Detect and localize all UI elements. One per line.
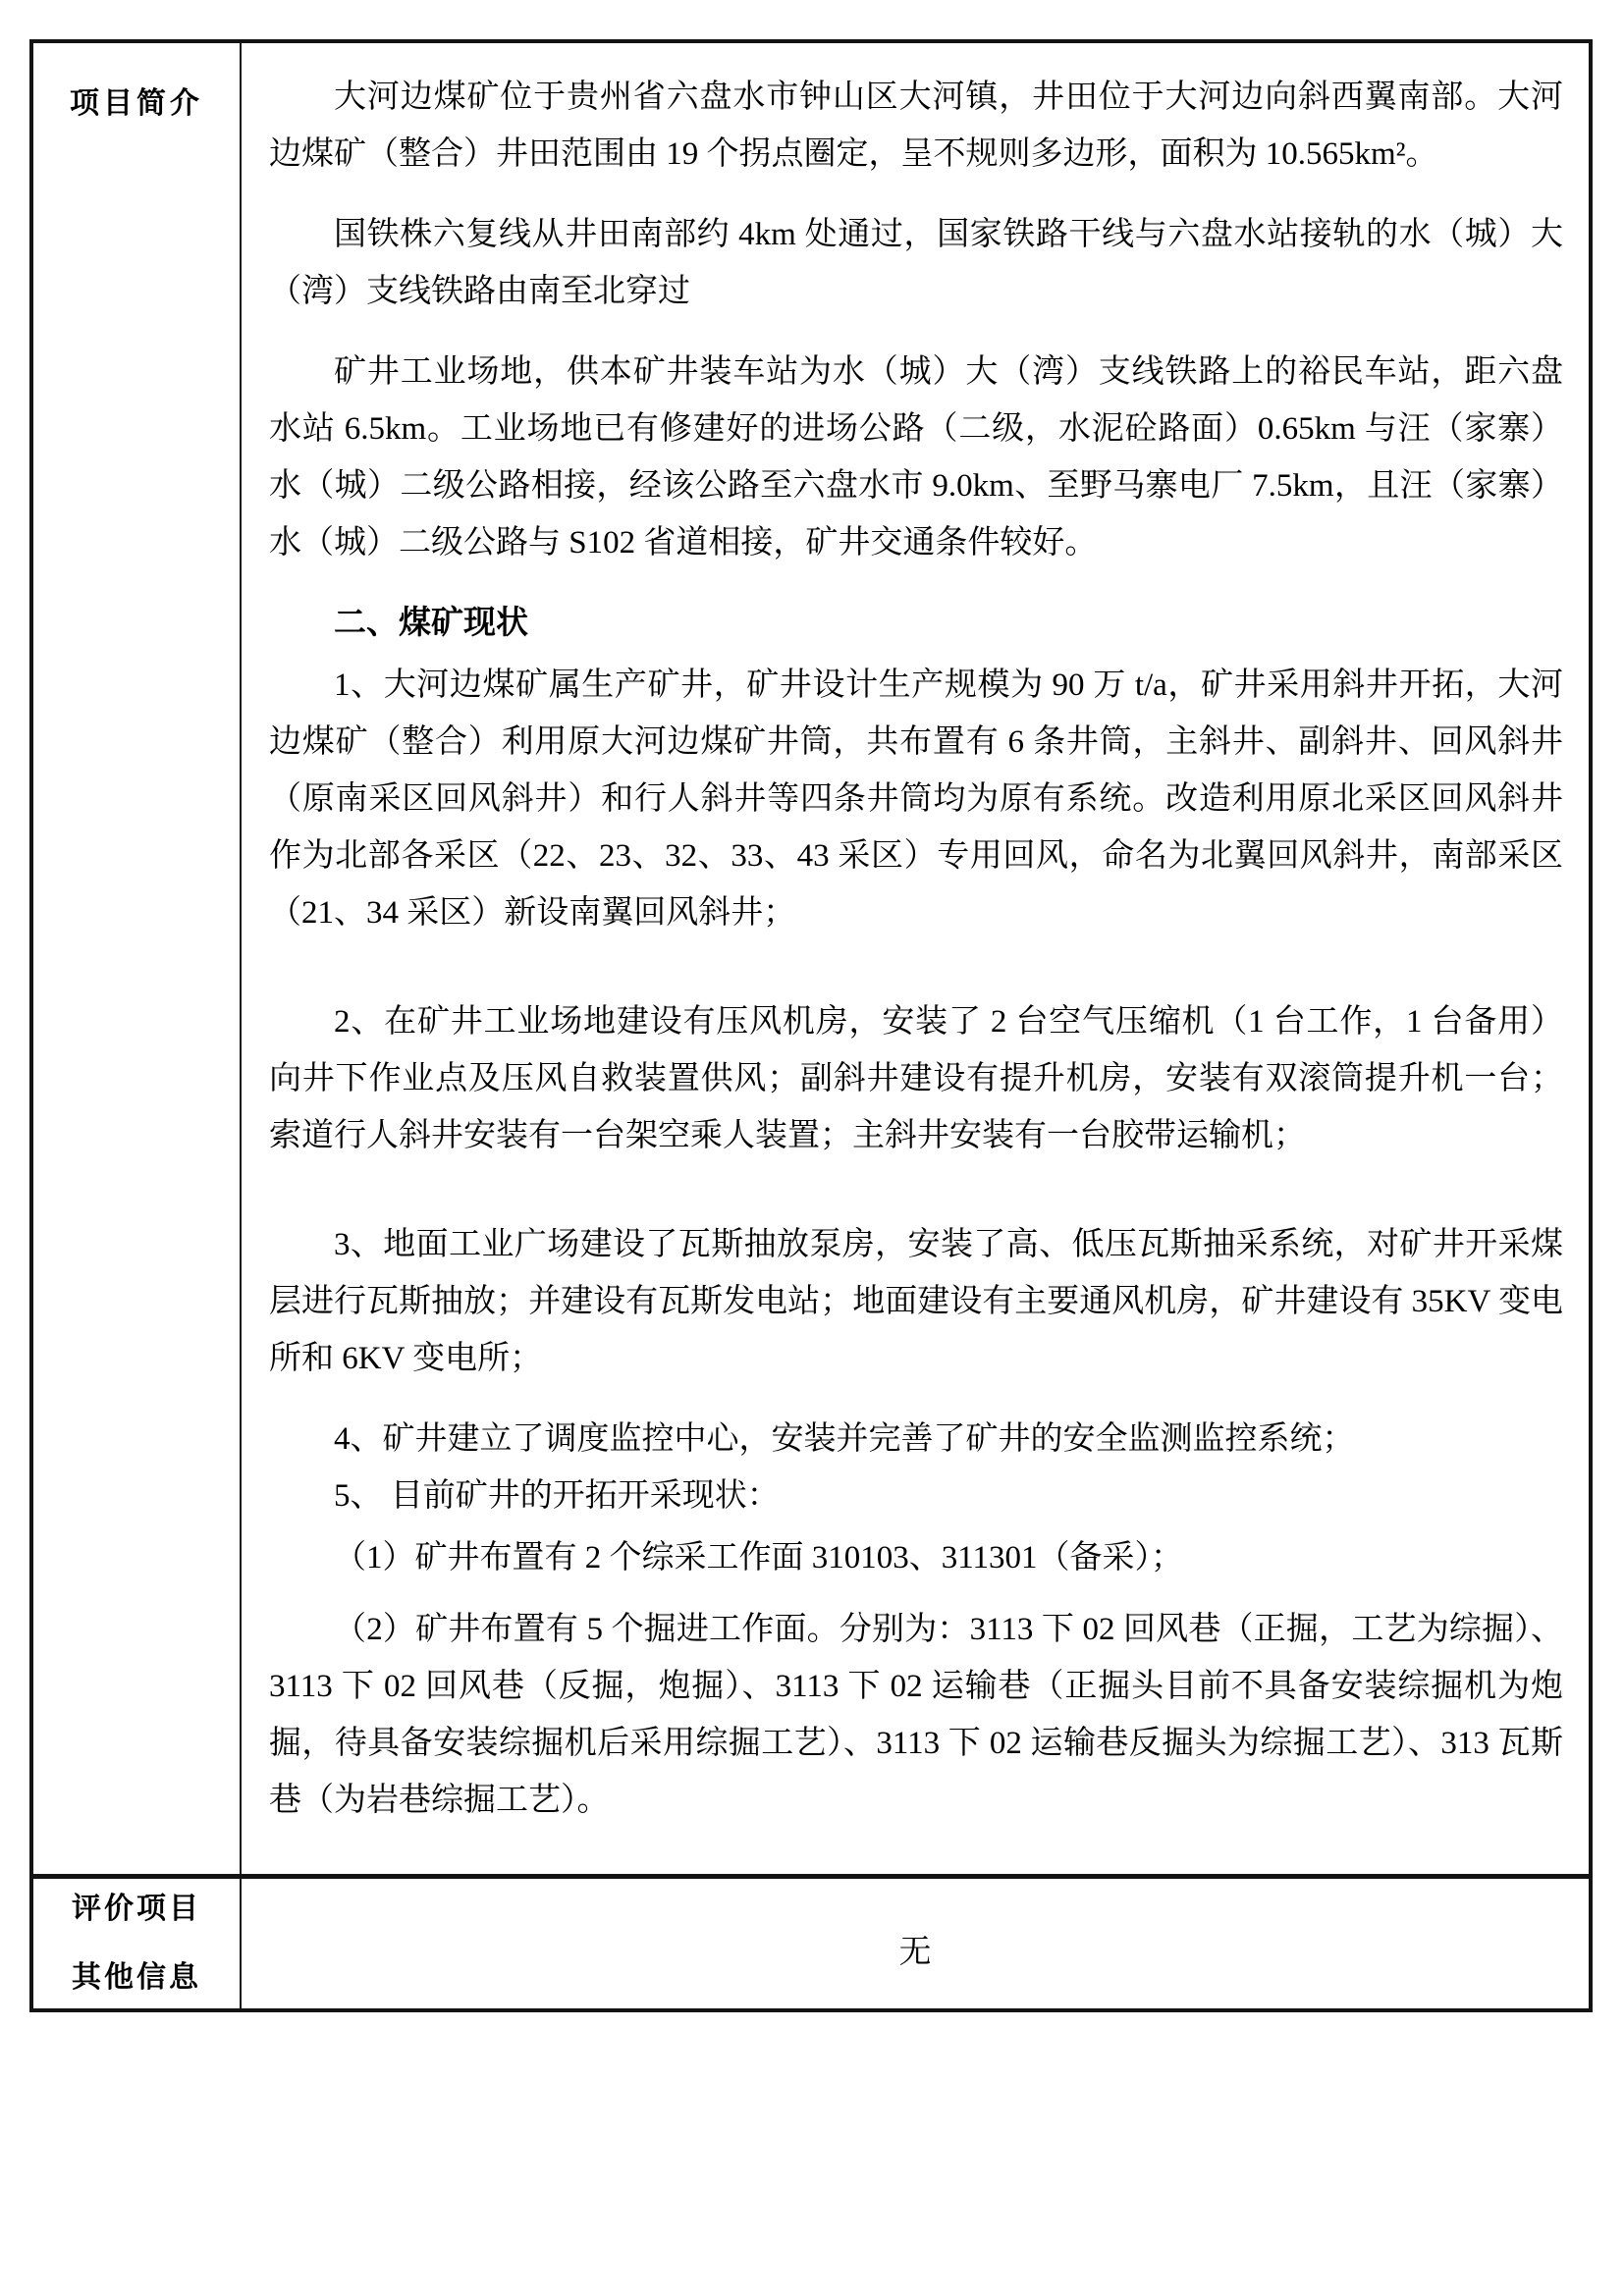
label-line-1: 评价项目 [72,1893,201,1925]
row-label-project-intro: 项目简介 [33,43,242,1874]
project-intro-content [242,43,1589,1874]
paragraph: 矿井工业场地，供本矿井装车站为水（城）大（湾）支线铁路上的裕民车站，距六盘水站 6.5km。工业场地已有修建好的进场公路（二级，水泥砼路面）0.65km 与汪（家寨）水（城）二级公路相接，经该公路至六盘水市 9.0km、至野马寨电厂 7.5km，且汪（家寨）水（城）二级公路与 S102 省道相接，矿井交通条件较好。 [269,354,1563,561]
paragraph: 4、矿井建立了调度监控中心，安装并完善了矿井的安全监测监控系统； [334,1421,1355,1457]
row-label-other-info [33,1879,242,2008]
paragraph: 5、 目前矿井的开拓开采现状： [334,1478,780,1514]
paragraph: 3、地面工业广场建设了瓦斯抽放泵房，安装了高、低压瓦斯抽采系统，对矿井开采煤层进行瓦斯抽放；并建设有瓦斯发电站；地面建设有主要通风机房，矿井建设有 35KV 变电所和 6KV 变电所； [269,1227,1563,1376]
info-table [29,39,1593,2012]
table-row-other-info [33,1879,1589,2008]
paragraph: （2）矿井布置有 5 个掘进工作面。分别为：3113 下 02 回风巷（正掘，工艺为综掘）、3113 下 02 回风巷（反掘，炮掘）、3113 下 02 运输巷（正掘头目前不具备安装综掘机为炮掘，待具备安装综掘机后采用综掘工艺）、3113 下 02 运输巷反掘头为综掘工艺）、313 瓦斯巷（为岩巷综掘工艺）。 [269,1612,1563,1818]
label-line-2: 其他信息 [72,1961,201,1994]
other-info-value: 无 [898,1935,932,1970]
paragraph: 国铁株六复线从井田南部约 4km 处通过，国家铁路干线与六盘水站接轨的水（城）大（湾）支线铁路由南至北穿过 [269,217,1563,309]
paragraph: 2、在矿井工业场地建设有压风机房，安装了 2 台空气压缩机（1 台工作，1 台备用）向井下作业点及压风自救装置供风；副斜井建设有提升机房，安装有双滚筒提升机一台；索道行人斜井安装有一台架空乘人装置；主斜井安装有一台胶带运输机； [269,1004,1563,1153]
section-heading: 二、煤矿现状 [334,606,528,641]
paragraph: （1）矿井布置有 2 个综采工作面 310103、311301（备采）； [334,1540,1184,1575]
table-row-project-intro [33,43,1589,1879]
paragraph: 大河边煤矿位于贵州省六盘水市钟山区大河镇，井田位于大河边向斜西翼南部。大河边煤矿（整合）井田范围由 19 个拐点圈定，呈不规则多边形，面积为 10.565km²。 [269,80,1563,172]
paragraph: 1、大河边煤矿属生产矿井，矿井设计生产规模为 90 万 t/a，矿井采用斜井开拓，大河边煤矿（整合）利用原大河边煤矿井筒，共布置有 6 条井筒，主斜井、副斜井、回风斜井（原南采区回风斜井）和行人斜井等四条井筒均为原有系统。改造利用原北采区回风斜井作为北部各采区（22、23、32、33、43 采区）专用回风，命名为北翼回风斜井，南部采区（21、34 采区）新设南翼回风斜井； [269,667,1563,931]
